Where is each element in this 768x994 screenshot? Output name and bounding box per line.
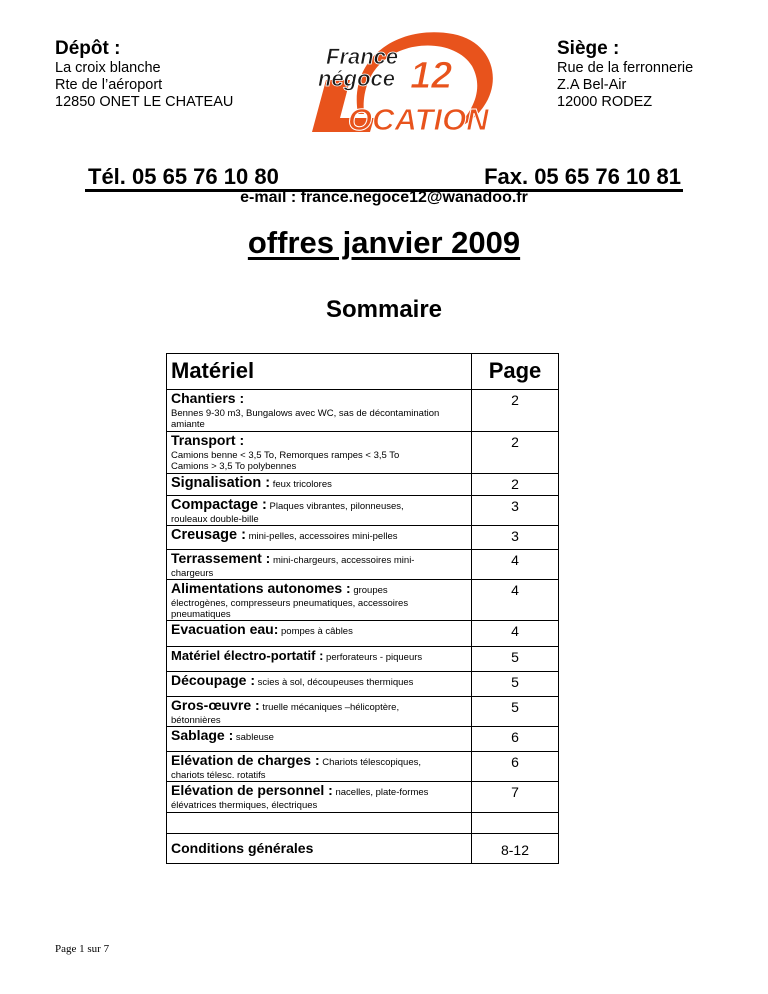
row-category: Evacuation eau: [171, 621, 279, 637]
row-inline: truelle mécaniques –hélicoptère, [259, 702, 400, 713]
row-category: Matériel électro-portatif : [171, 648, 324, 663]
header-page: Page [472, 354, 559, 390]
depot-line: Rte de l’aéroport [55, 77, 163, 93]
depot-address [55, 38, 233, 111]
summary-table [166, 353, 559, 864]
row-page: 4 [472, 621, 559, 647]
row-detail: électrogènes, compresseurs pneumatiques, accessoires pneumatiques [171, 598, 409, 620]
row-label [167, 580, 472, 621]
empty-cell [167, 813, 472, 834]
empty-cell [472, 813, 559, 834]
row-label [167, 697, 472, 727]
row-detail: élévatrices thermiques, électriques [171, 800, 318, 811]
logo-number: 12 [410, 55, 453, 97]
row-category: Gros-œuvre : [171, 697, 260, 713]
conditions-label: Conditions générales [171, 839, 314, 856]
row-detail: Camions benne < 3,5 To, Remorques rampes < 3,5 To Camions > 3,5 To polybennes [171, 450, 400, 472]
row-label [167, 727, 472, 752]
summary-title: Sommaire [325, 296, 443, 323]
row-detail: chargeurs [171, 568, 214, 579]
table-row [167, 727, 559, 752]
fax-number: Fax. 05 65 76 10 81 [484, 164, 681, 189]
row-label [167, 526, 472, 550]
row-page: 7 [472, 782, 559, 813]
phone-number: Tél. 05 65 76 10 80 [88, 164, 279, 189]
row-detail: bétonnières [171, 715, 221, 726]
row-label [167, 496, 472, 526]
table-row [167, 672, 559, 697]
siege-line: Z.A Bel-Air [557, 77, 627, 93]
page-footer: Page 1 sur 7 [55, 943, 110, 955]
row-category: Signalisation : [171, 475, 271, 491]
table-header-row [167, 354, 559, 390]
row-page: 3 [472, 496, 559, 526]
row-category: Transport : [171, 432, 245, 448]
row-page: 2 [472, 432, 559, 474]
row-page: 4 [472, 580, 559, 621]
row-page: 6 [472, 752, 559, 782]
conditions-page: 8-12 [472, 834, 559, 864]
row-inline: perforateurs - piqueurs [323, 652, 423, 663]
depot-line: La croix blanche [55, 60, 161, 76]
email-address[interactable]: e-mail : france.negoce12@wanadoo.fr [240, 189, 528, 206]
row-category: Sablage : [171, 727, 234, 743]
row-detail: chariots télesc. rotatifs [171, 770, 266, 781]
row-page: 5 [472, 697, 559, 727]
table-row [167, 647, 559, 672]
row-page: 4 [472, 550, 559, 580]
row-label [167, 647, 472, 672]
depot-line: 12850 ONET LE CHATEAU [55, 94, 234, 110]
logo-word: OCATION [348, 102, 489, 136]
row-label [167, 474, 472, 496]
row-label [167, 672, 472, 697]
siege-line: Rue de la ferronnerie [557, 60, 694, 76]
table-row [167, 697, 559, 727]
row-detail: Bennes 9-30 m3, Bungalows avec WC, sas de décontamination amiante [171, 408, 440, 430]
table-row [167, 390, 559, 432]
row-category: Elévation de personnel : [171, 782, 333, 798]
siege-title: Siège : [557, 38, 620, 59]
table-row [167, 782, 559, 813]
row-label [167, 834, 472, 864]
row-category: Terrassement : [171, 550, 271, 566]
header-materiel: Matériel [167, 354, 472, 390]
row-inline: Chariots télescopiques, [319, 757, 421, 768]
row-page: 2 [472, 390, 559, 432]
row-inline: pompes à câbles [278, 626, 353, 637]
table-empty-row [167, 813, 559, 834]
row-label [167, 621, 472, 647]
row-label [167, 390, 472, 432]
logo-line1: France [326, 44, 399, 69]
row-page: 6 [472, 727, 559, 752]
table-row [167, 526, 559, 550]
depot-title: Dépôt : [55, 38, 121, 59]
table-row [167, 752, 559, 782]
table-row [167, 621, 559, 647]
row-inline: feux tricolores [270, 479, 332, 490]
row-label [167, 550, 472, 580]
table-row [167, 496, 559, 526]
row-detail: rouleaux double-bille [171, 514, 259, 525]
row-inline: sableuse [233, 732, 274, 743]
row-label [167, 752, 472, 782]
row-category: Creusage : [171, 527, 246, 543]
table-row [167, 474, 559, 496]
siege-address [557, 38, 693, 111]
table-row [167, 834, 559, 864]
row-category: Chantiers : [171, 390, 245, 406]
row-category: Alimentations autonomes : [171, 580, 351, 596]
row-inline: Plaques vibrantes, pilonneuses, [266, 501, 404, 512]
row-inline: nacelles, plate-formes [332, 787, 429, 798]
row-label [167, 432, 472, 474]
table-row [167, 432, 559, 474]
row-page: 5 [472, 647, 559, 672]
row-category: Compactage : [171, 497, 267, 513]
row-inline: scies à sol, découpeuses thermiques [255, 677, 414, 688]
row-label [167, 782, 472, 813]
row-category: Découpage : [171, 672, 256, 688]
france-negoce-logo [288, 18, 500, 136]
row-inline: mini-chargeurs, accessoires mini- [270, 555, 415, 566]
row-category: Elévation de charges : [171, 752, 320, 768]
row-page: 2 [472, 474, 559, 496]
table-row [167, 550, 559, 580]
table-row [167, 580, 559, 621]
row-page: 5 [472, 672, 559, 697]
row-inline: mini-pelles, accessoires mini-pelles [245, 531, 398, 542]
siege-line: 12000 RODEZ [557, 94, 653, 110]
row-page: 3 [472, 526, 559, 550]
logo-line2: négoce [318, 66, 396, 91]
row-inline: groupes [350, 585, 388, 596]
offer-title: offres janvier 2009 [247, 225, 521, 260]
